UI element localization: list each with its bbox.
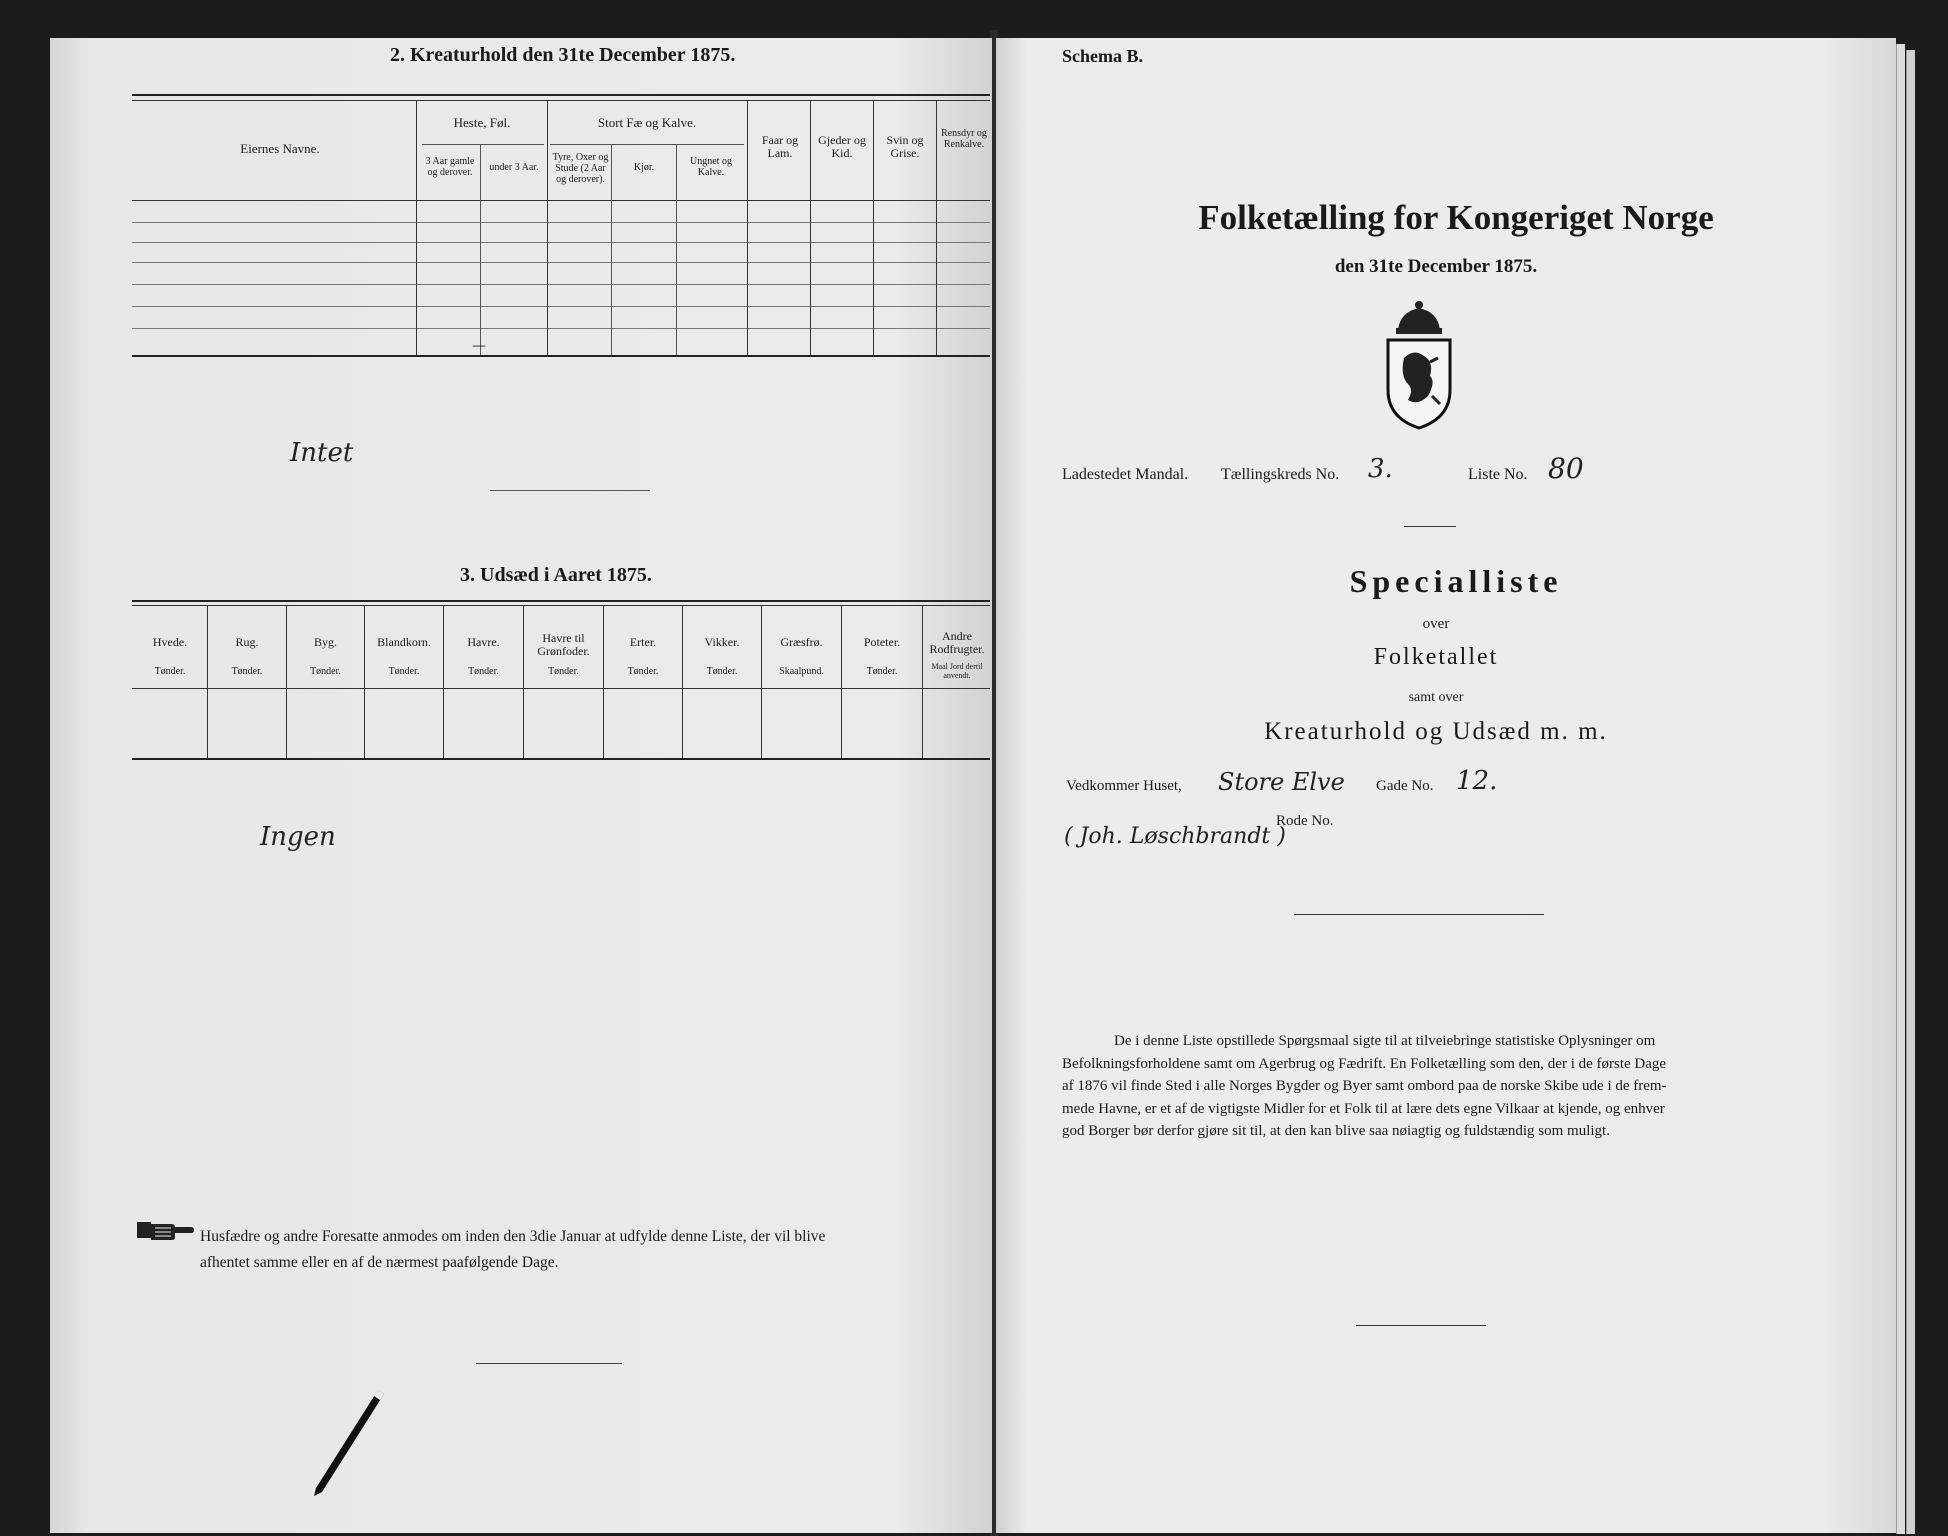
footer-separator	[1356, 1325, 1486, 1326]
udsaed-col-andre-rodfrugter: Andre Rodfrugter.	[929, 629, 985, 656]
kreds-label: Tællingskreds No.	[1221, 466, 1340, 483]
liste-value: 80	[1548, 452, 1584, 485]
udsaed-unit-andre-rodfrugter: Maal Jord dertil anvendt.	[931, 662, 983, 680]
owner-value: ( Joh. Løschbrandt )	[1064, 824, 1286, 849]
specialliste-heading: Specialliste	[1349, 563, 1563, 599]
udsaed-unit-blandkorn: Tønder.	[388, 666, 420, 677]
page-edge-right-2	[1906, 50, 1915, 1534]
rode-label: Rode No.	[1276, 813, 1334, 829]
col-svin: Svin og Grise.	[886, 133, 924, 160]
kreds-value: 3.	[1368, 454, 1393, 484]
section-2-handwritten-note: Intet	[290, 438, 354, 468]
schema-label: Schema B.	[1062, 46, 1143, 66]
separator	[1404, 526, 1456, 527]
main-title: Folketælling for Kongeriget Norge	[1198, 198, 1714, 237]
separator	[1294, 914, 1544, 915]
udsaed-col-blandkorn: Blandkorn.	[377, 635, 431, 649]
udsaed-col-hvede: Hvede.	[152, 635, 188, 649]
udsaed-col-graesfro: Græsfrø.	[780, 635, 823, 649]
udsaed-unit-havre-gronfoder: Tønder.	[548, 666, 579, 677]
col-heste-young: under 3 Aar.	[489, 162, 539, 173]
udsaed-unit-byg: Tønder.	[310, 666, 341, 677]
udsaed-col-erter: Erter.	[629, 635, 657, 649]
section-3-title: 3. Udsæd i Aaret 1875.	[460, 564, 652, 586]
census-date: den 31te December 1875.	[1334, 256, 1538, 277]
footer-separator	[476, 1363, 622, 1364]
norway-coat-of-arms-icon	[1378, 300, 1460, 430]
gade-label: Gade No.	[1376, 778, 1434, 794]
col-stort-tyre: Tyre, Oxer og Stude (2 Aar og derover).	[552, 152, 609, 185]
udsaed-unit-vikker: Tønder.	[706, 666, 738, 677]
kreaturhold-udsaed-text: Kreaturhold og Udsæd m. m.	[1264, 718, 1608, 745]
para-line-1: De i denne Liste opstillede Spørgsmaal sigte til at tilveiebringe statistiske Oplysninger om	[1114, 1033, 1656, 1049]
udsaed-unit-poteter: Tønder.	[866, 666, 898, 677]
udsaed-col-havre: Havre.	[467, 635, 500, 649]
para-line-5: god Borger bør derfor gjøre sit til, at den kan blive saa nøiagtig og fuldstændig som muligt.	[1062, 1123, 1610, 1139]
para-line-4: mede Havne, er et af de vigtigste Midler for et Folk til at lære dets egne Vilkaar at kjende, og enhver	[1062, 1100, 1665, 1117]
para-line-2: Befolkningsforholdene samt om Agerbrug og Fædrift. En Folketælling som den, der i de første Dage	[1062, 1055, 1667, 1072]
col-gjeder: Gjeder og Kid.	[818, 133, 866, 160]
left-page	[50, 38, 992, 1533]
udsaed-col-vikker: Vikker.	[704, 635, 740, 649]
udsaed-col-rug: Rug.	[235, 635, 259, 649]
vedkommer-label: Vedkommer Huset,	[1066, 778, 1182, 794]
notice-line-2: afhentet samme eller en af de nærmest paafølgende Dage.	[200, 1254, 559, 1271]
separator	[490, 490, 650, 491]
udsaed-col-poteter: Poteter.	[863, 635, 901, 649]
notice-text	[200, 1224, 990, 1276]
samt-over-text: samt over	[1408, 690, 1464, 705]
col-owner-name: Eiernes Navne.	[240, 141, 320, 156]
udsaed-unit-graesfro: Skaalpund.	[779, 666, 824, 677]
col-faar: Faar og Lam.	[761, 133, 799, 160]
explanatory-paragraph	[1062, 1030, 1882, 1143]
col-stort-ungnet: Ungnet og Kalve.	[690, 156, 732, 178]
para-line-3: af 1876 vil finde Sted i alle Norges Bygder og Byer samt ombord paa de norske Skibe ude i de frem-	[1062, 1078, 1667, 1094]
section-2-title: 2. Kreaturhold den 31te December 1875.	[390, 44, 736, 66]
udsaed-unit-havre: Tønder.	[468, 666, 499, 677]
street-value: Store Elve	[1218, 768, 1345, 796]
udsaed-unit-erter: Tønder.	[627, 666, 659, 677]
notice-line-1: Husfædre og andre Foresatte anmodes om inden den 3die Januar at udfylde denne Liste, der vil blive	[200, 1228, 826, 1245]
section-3-handwritten-note: Ingen	[260, 822, 336, 852]
col-rensdyr: Rensdyr og Renkalve.	[941, 128, 987, 150]
over-text-1: over	[1422, 616, 1450, 632]
gade-value: 12.	[1456, 766, 1498, 796]
udsaed-unit-rug: Tønder.	[231, 666, 263, 677]
pointing-hand-icon	[135, 1216, 195, 1249]
right-page	[996, 38, 1896, 1533]
ladested-label: Ladestedet Mandal.	[1062, 466, 1189, 483]
udsaed-unit-hvede: Tønder.	[154, 666, 186, 677]
page-edge-right	[1896, 44, 1905, 1534]
liste-label: Liste No.	[1468, 466, 1528, 483]
folketallet-text: Folketallet	[1373, 644, 1499, 670]
col-heste-group: Heste, Føl.	[453, 115, 511, 130]
dash-mark: —	[472, 338, 486, 354]
udsaed-col-byg: Byg.	[313, 635, 337, 649]
col-stort-kjor: Kjør.	[633, 162, 655, 173]
pen-object	[308, 1388, 388, 1503]
udsaed-col-havre-gronfoder: Havre til Grønfoder.	[537, 631, 590, 658]
col-heste-old: 3 Aar gamle og derover.	[425, 156, 475, 178]
col-stort-group: Stort Fæ og Kalve.	[597, 115, 697, 130]
